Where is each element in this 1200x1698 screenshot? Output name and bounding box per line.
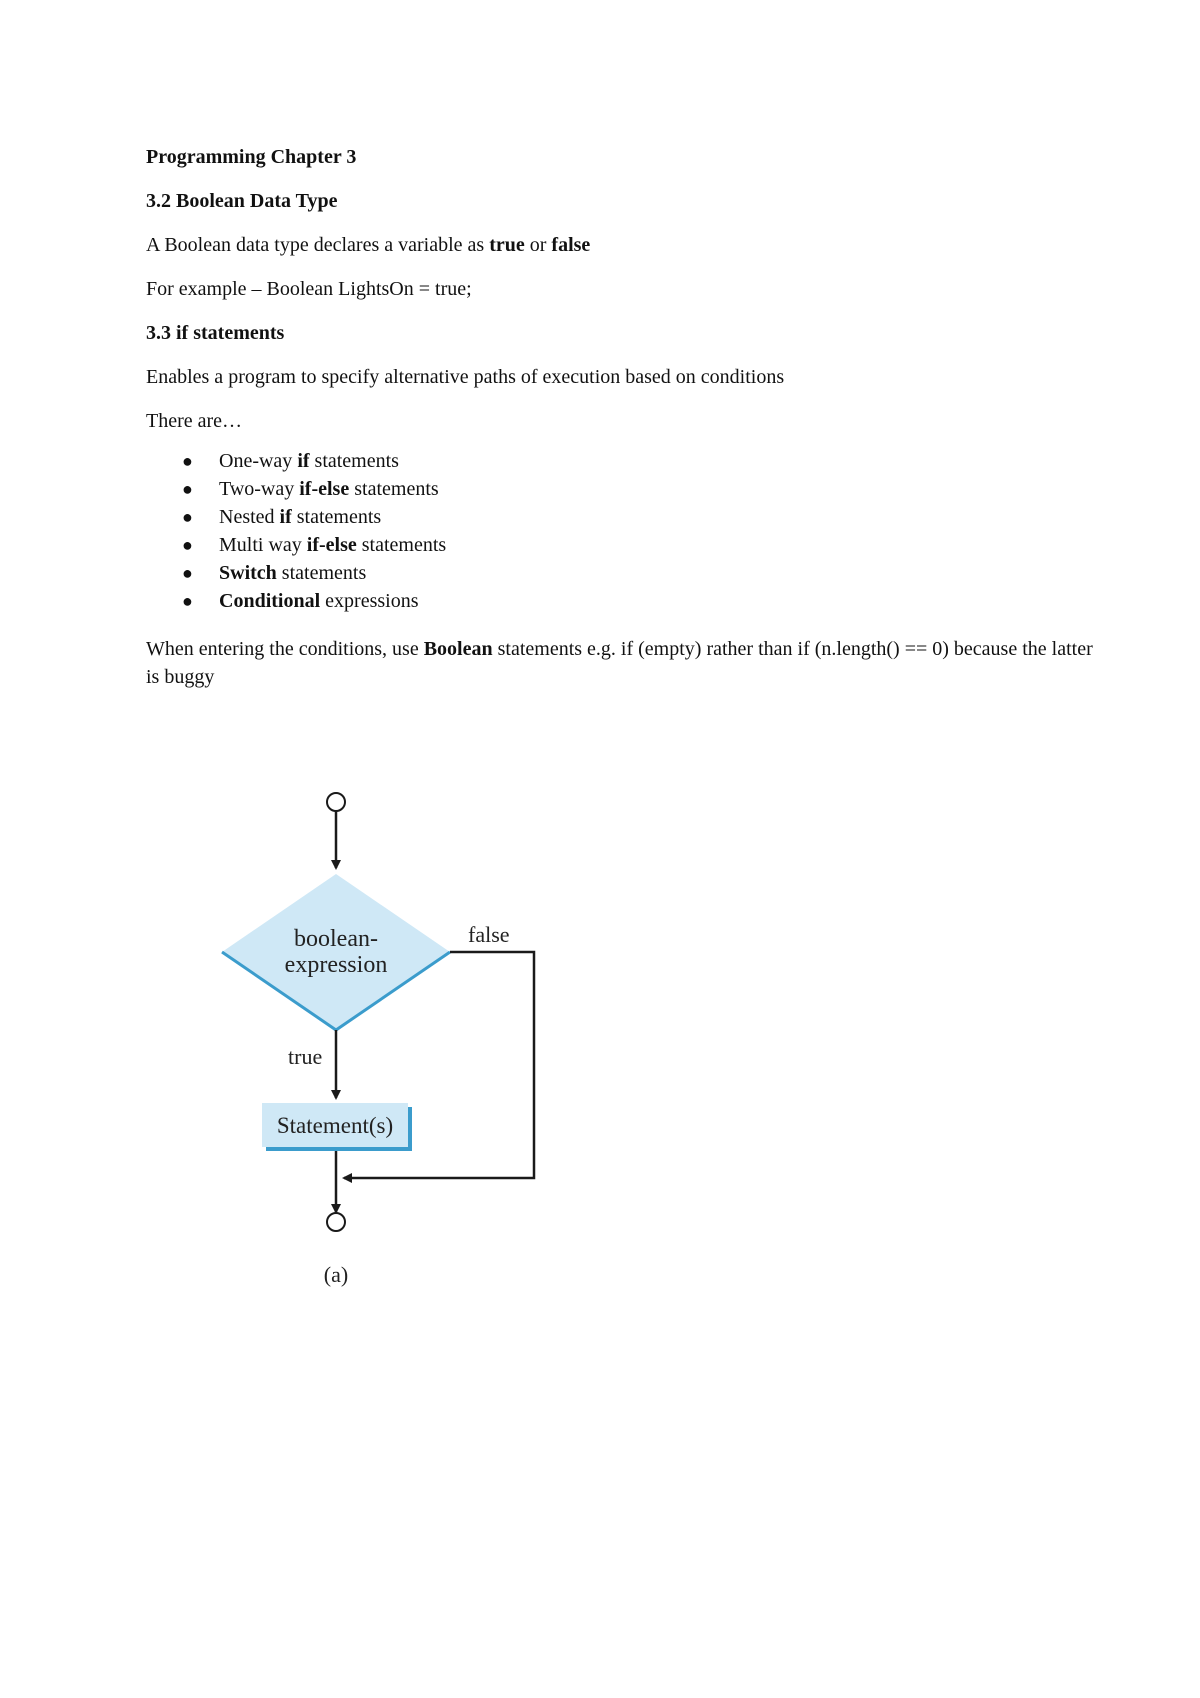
keyword-false: false [551, 234, 591, 256]
list-item [146, 447, 1096, 475]
list-item-text: Nested [219, 506, 280, 528]
bullet-icon: ● [182, 591, 193, 611]
bullet-icon: ● [182, 535, 193, 555]
section-heading-if: 3.3 if statements [146, 322, 285, 344]
figure-caption: (a) [323, 1262, 349, 1287]
note-text: When entering the conditions, use [146, 638, 424, 660]
bullet-icon: ● [182, 563, 193, 583]
page-title: Programming Chapter 3 [146, 146, 357, 168]
list-item-text: Multi way [219, 534, 307, 556]
list-item-text: statements [309, 450, 399, 472]
list-item-keyword: if [297, 450, 310, 472]
list-item [146, 531, 1096, 559]
if-intro: There are… [146, 410, 243, 432]
if-types-list [146, 447, 1096, 615]
end-node [327, 1213, 345, 1231]
note-keyword: Boolean [423, 638, 493, 660]
list-item-text: One-way [219, 450, 298, 472]
list-item-text: Two-way [219, 478, 300, 500]
bullet-icon: ● [182, 451, 193, 471]
boolean-definition-text: A Boolean data type declares a variable as [146, 234, 490, 256]
list-item-text: statements [276, 562, 367, 584]
list-item [146, 559, 1096, 587]
decision-label-line1: boolean- [294, 926, 378, 952]
if-flowchart [210, 782, 570, 1302]
boolean-usage-note [146, 635, 1096, 691]
note-text: statements e.g. if (empty) rather than if (n.length() == 0) because the latter is buggy [146, 638, 1093, 688]
list-item-keyword: if-else [306, 534, 357, 556]
list-item [146, 503, 1096, 531]
bullet-icon: ● [182, 507, 193, 527]
list-item [146, 475, 1096, 503]
list-item [146, 587, 1096, 615]
document-text [146, 145, 1096, 711]
true-label: true [288, 1044, 323, 1069]
decision-label-line2: expression [284, 952, 388, 978]
section-heading-boolean: 3.2 Boolean Data Type [146, 190, 338, 212]
boolean-example: For example – Boolean LightsOn = true; [146, 278, 472, 300]
list-item-text: expressions [320, 590, 419, 612]
if-description: Enables a program to specify alternative paths of execution based on conditions [146, 366, 785, 388]
keyword-true: true [489, 234, 525, 256]
false-label: false [468, 922, 510, 947]
bullet-icon: ● [182, 479, 193, 499]
start-node [327, 793, 345, 811]
list-item-text: statements [349, 478, 439, 500]
list-item-text: statements [356, 534, 447, 556]
list-item-keyword: Conditional [219, 590, 321, 612]
list-item-keyword: if [279, 506, 292, 528]
list-item-text: statements [291, 506, 382, 528]
list-item-keyword: if-else [299, 478, 350, 500]
statement-label: Statement(s) [276, 1113, 394, 1138]
list-item-keyword: Switch [219, 562, 277, 584]
boolean-definition-or: or [524, 234, 552, 256]
boolean-definition [146, 233, 1096, 257]
